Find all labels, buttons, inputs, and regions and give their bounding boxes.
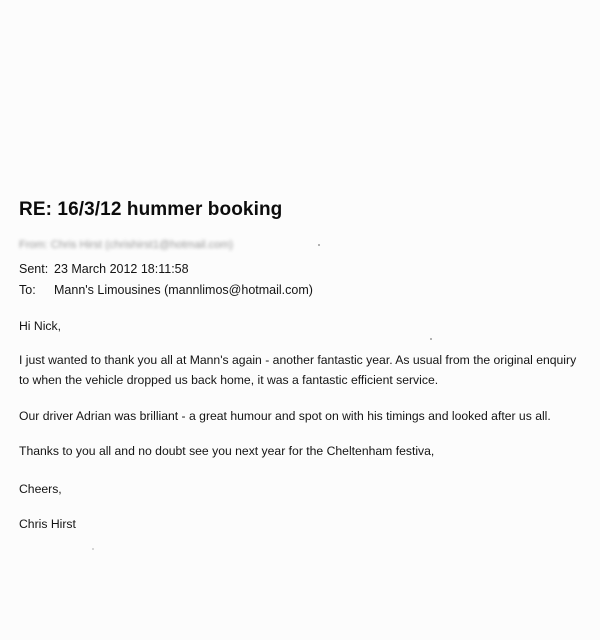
to-label: To: — [19, 283, 36, 297]
email-signature: Chris Hirst — [19, 517, 76, 531]
from-line-redacted: From: Chris Hirst (chrishirst1@hotmail.com) — [19, 239, 234, 251]
scan-speck — [430, 338, 432, 340]
email-closing: Cheers, — [19, 482, 62, 496]
email-subject: RE: 16/3/12 hummer booking — [19, 199, 283, 220]
scan-speck — [92, 548, 94, 550]
sent-value: 23 March 2012 18:11:58 — [54, 262, 189, 276]
email-paragraph-2: Our driver Adrian was brilliant - a great humour and spot on with his timings and looked after us all. — [19, 409, 551, 423]
sent-row — [19, 262, 189, 276]
email-paragraph-1: I just wanted to thank you all at Mann's again - another fantastic year. As usual from the original enquiry to when the vehicle dropped us back home, it was a fantastic efficient service. — [19, 353, 577, 387]
email-greeting: Hi Nick, — [19, 319, 61, 333]
scan-speck — [318, 244, 320, 246]
email-paragraph-3: Thanks to you all and no doubt see you next year for the Cheltenham festiva, — [19, 444, 435, 458]
to-value: Mann's Limousines (mannlimos@hotmail.com) — [54, 283, 313, 297]
sent-label: Sent: — [19, 262, 49, 276]
to-row — [19, 283, 313, 297]
